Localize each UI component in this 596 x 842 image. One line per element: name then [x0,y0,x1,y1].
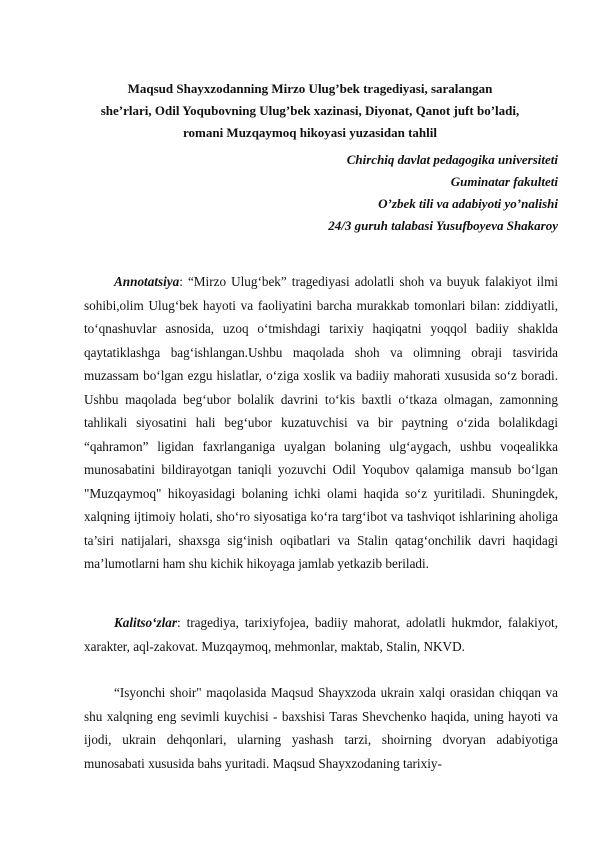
article-title [60,78,560,144]
title-line: she’rlari, Odil Yoqubovning Ulug’bek xazinasi, Diyonat, Qanot juft bo’ladi, [100,103,520,118]
faculty: Guminatar fakulteti [450,174,558,189]
abstract-label: Annotatsiya [114,274,180,289]
university: Chirchiq davlat pedagogika universiteti [346,152,558,167]
intro-section [84,681,558,775]
abstract-section [84,270,558,576]
author: 24/3 guruh talabasi Yusufboyeva Shakaroy [328,218,558,233]
title-line: Maqsud Shayxzodanning Mirzo Ulug’bek tragediyasi, saralangan [127,81,493,96]
abstract-paragraph [84,270,558,576]
keywords-section [84,611,558,658]
title-line: romani Muzqaymoq hikoyasi yuzasidan tahlil [182,125,438,140]
keywords-label: Kalitso‘zlar [114,615,178,630]
keywords-paragraph [84,611,558,658]
keywords-text: : tragediya, tarixiyfojea, badiiy mahorat, adolatli hukmdor, falakiyot, xarakter, aql-zakovat. Muzqaymoq, mehmonlar, maktab, Stalin, NKVD. [84,615,558,654]
abstract-text: : “Mirzo Ulug‘bek” tragediyasi adolatli shoh va buyuk falakiyot ilmi sohibi,olim Ulug‘bek hayoti va faoliyatini barcha murakkab tomonlari bilan: ziddiyatli, to‘qnashuvlar asnosida, uzoq o‘tmishdagi tarixiy haqiqatni yoqqol badiiy shaklda qaytatiklashga bag‘ishlangan.Ushbu maqolada shoh va olimning obraji tasvirida muzassam bo‘lgan ezgu hislatlar, o‘ziga xoslik va badiiy mahorati xususida so‘z boradi. Ushbu maqolada beg‘ubor bolalik davrini to‘kis baxtli o‘tkaza olmagan, zamonning tahlikali siyosatini hali beg‘ubor kuzatuvchisi va bir paytning o‘zida bolalikdagi “qahramon” ligidan faxrlanganiga uyalgan bolaning ulg‘aygach, ushbu voqealikka munosabatini bildirayotgan taniqli yozuvchi Odil Yoqubov qalamiga mansub bo‘lgan "Muzqaymoq" hikoyasidagi bolaning ichki olami haqida so‘z yuritiladi. Shuningdek, xalqning ijtimoiy holati, sho‘ro siyosatiga ko‘ra targ‘ibot va tashviqot ishlarining aholiga ta’siri natijalari, shaxsga sig‘inish oqibatlari va Stalin qatag‘onchilik davri haqidagi ma’lumotlarni ham shu kichik hikoyaga jamlab yetkazib beriladi. [84,274,558,571]
intro-paragraph: “Isyonchi shoir" maqolasida Maqsud Shayxzoda ukrain xalqi orasidan chiqqan va shu xalqning eng sevimli kuychisi - baxshisi Taras Shevchenko haqida, uning hayoti va ijodi, ukrain dehqonlari, ularning yashash tarzi, shoirning dvoryan adabiyotiga munosabati xususida bahs yuritadi. Maqsud Shayxzodaning tarixiy- [84,685,558,771]
department: O’zbek tili va adabiyoti yo’nalishi [378,196,558,211]
author-affiliation [138,149,558,237]
